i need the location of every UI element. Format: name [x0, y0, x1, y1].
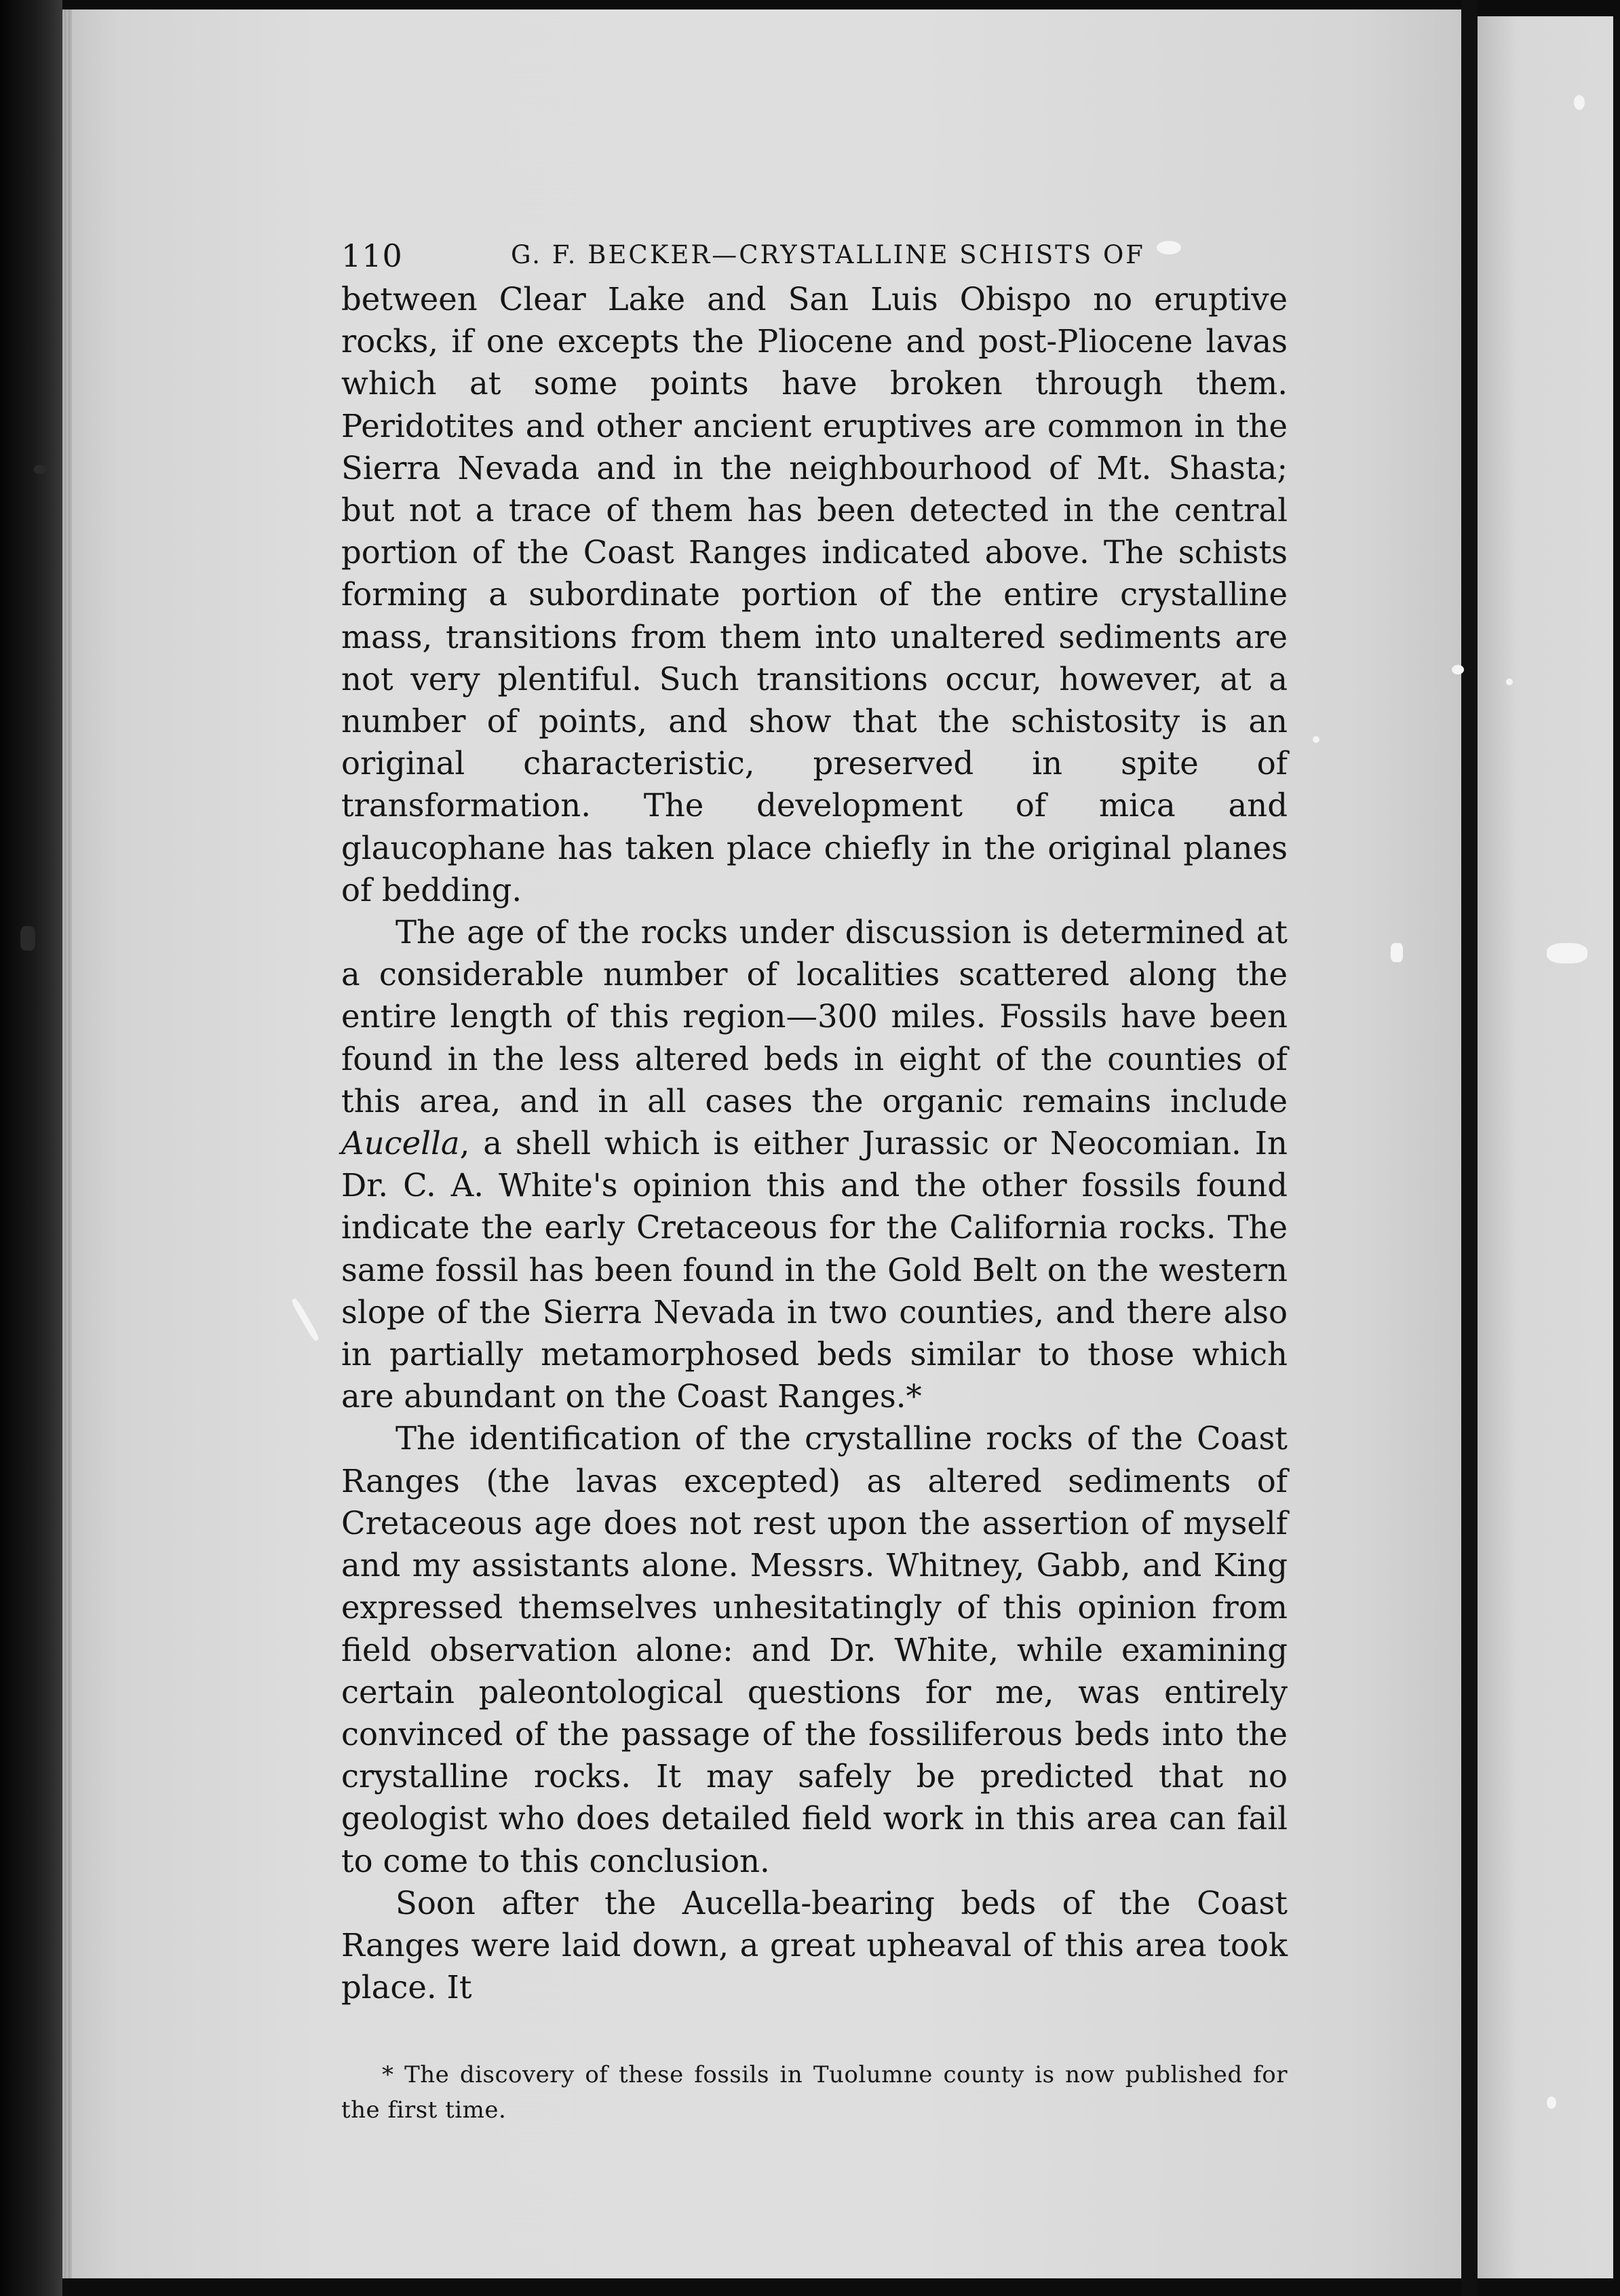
paragraph-3: The identification of the crystalline rocks of the Coast Ranges (the lavas excepted) as altered sediments of Cretaceous age does not rest upon the assertion of myself and my assistants alone. Messrs. Whitney, Gabb, and King expressed themselves unhesitatingly of this opinion from field observation alone: and Dr. White, while examining certain paleontological questions for me, was entirely convinced of the passage of the fossiliferous beds into the crystalline rocks. It may safely be predicted that no geologist who does detailed field work in this area can fail to come to this conclusion. [341, 1420, 1288, 1879]
footnote-gap [341, 2008, 1288, 2057]
footnote: * The discovery of these fossils in Tuolumne county is now published for the first time. [341, 2061, 1288, 2124]
page-gutter [1461, 0, 1478, 2296]
scan-speck [20, 926, 35, 951]
scan-speck [1452, 665, 1464, 674]
scan-speck [1547, 2097, 1556, 2109]
paragraph-2: The age of the rocks under discussion is determined at a considerable number of localities scattered along the entire length of this region—300 miles. Fossils have been found in the less altered beds in eight of the counties of this area, and in all cases the organic remains include Aucella, a shell which is either Jurassic or Neocomian. In Dr. C. A. White's opinion this and the other fossils found indicate the early Cretaceous for the California rocks. The same fossil has been found in the Gold Belt on the western slope of the Sierra Nevada in two counties, and there also in partially metamorphosed beds similar to those which are abundant on the Coast Ranges.* [341, 914, 1288, 1415]
scan-speck [1313, 736, 1319, 743]
scan-speck [1547, 943, 1587, 963]
italic-genus: Aucella [341, 1125, 460, 1162]
running-title: G. F. BECKER—CRYSTALLINE SCHISTS OF [511, 240, 1145, 269]
book-spine [0, 0, 62, 2296]
page-text [341, 224, 1288, 2128]
paragraph-4: Soon after the Aucella-bearing beds of the Coast Ranges were laid down, a great upheaval of this area took place. It [341, 1884, 1288, 2006]
page-stack-edge [62, 9, 72, 2278]
paragraph-1: between Clear Lake and San Luis Obispo no eruptive rocks, if one excepts the Pliocene and post-Pliocene lavas which at some points have broken through them. Peridotites and other ancient eruptives are common in the Sierra Nevada and in the neighbourhood of Mt. Shasta; but not a trace of them has been detected in the central portion of the Coast Ranges indicated above. The schists forming a subordinate portion of the entire crystalline mass, transitions from them into unaltered sediments are not very plentiful. Such transitions occur, however, at a number of points, and show that the schistosity is an original characteristic, preserved in spite of transformation. The development of mica and glaucophane has taken place chiefly in the original planes of bedding. [341, 281, 1288, 908]
scan-speck [34, 465, 46, 474]
scan-speck [1391, 943, 1403, 962]
running-head [341, 224, 1288, 278]
page-number: 110 [341, 237, 403, 274]
facing-page-edge [1478, 16, 1613, 2278]
scan-speck [1574, 95, 1585, 110]
scan-speck [1506, 678, 1513, 685]
